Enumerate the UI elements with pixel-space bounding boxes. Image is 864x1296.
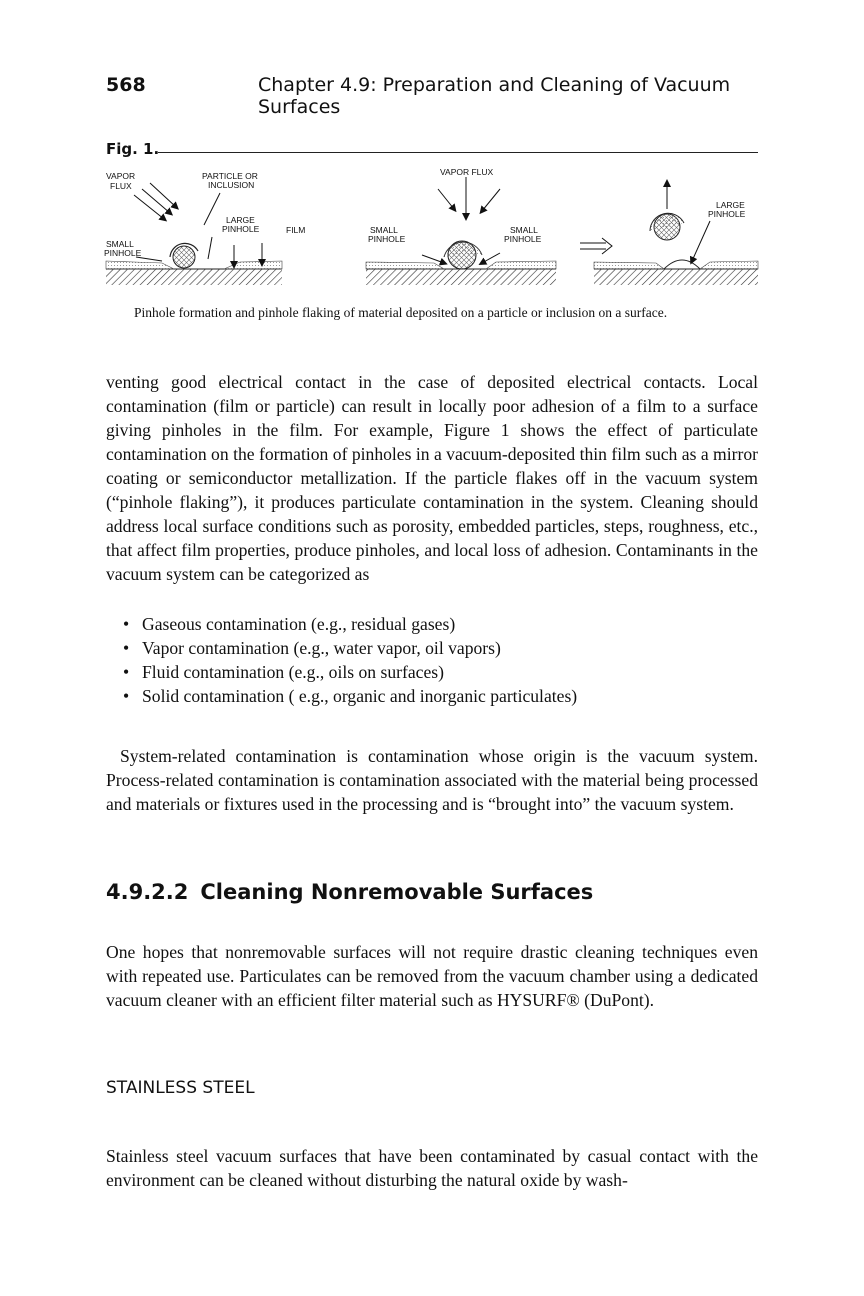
- large-pinhole-arrow: [208, 237, 212, 259]
- figure-label: Fig. 1.: [106, 140, 160, 158]
- pinhole-diagram: [104, 165, 760, 300]
- substrate-center: [366, 269, 556, 285]
- pinhole-figure: [104, 165, 760, 300]
- vapor-arrow-left: [438, 189, 454, 209]
- vapor-arrow-2: [142, 189, 170, 213]
- label-vapor-flux-1: VAPOR: [106, 171, 136, 181]
- film-center-right: [486, 261, 556, 269]
- film-right-left: [594, 262, 664, 269]
- panel-flaking: [594, 183, 758, 285]
- label-vapor-flux-2: FLUX: [110, 181, 132, 191]
- list-item: • Solid contamination ( e.g., organic and inorganic particulates): [120, 684, 760, 708]
- panel-pinholes: [366, 167, 556, 285]
- label-large-pinhole-r-1: LARGE: [716, 200, 745, 210]
- paragraph-3: One hopes that nonremovable surfaces will not require drastic cleaning techniques even with repeated use. Particulates can be removed from the vacuum chamber using a dedicated vacuum cleaner with an efficient filter material such as HYSURF® (DuPont).: [106, 942, 758, 1010]
- contamination-list: [120, 612, 760, 708]
- substrate-right: [594, 269, 758, 285]
- vapor-arrow-right: [482, 189, 500, 211]
- label-small-pinhole-2: PINHOLE: [104, 248, 142, 258]
- figure-rule: [158, 152, 758, 153]
- section-title: Cleaning Nonremovable Surfaces: [200, 880, 594, 904]
- large-pinhole-right-arrow: [692, 221, 710, 261]
- chapter-title: Chapter 4.9: Preparation and Cleaning of Vacuum Surfaces: [258, 74, 731, 118]
- film-right-right: [700, 261, 758, 269]
- paragraph-4: Stainless steel vacuum surfaces that have been contaminated by casual contact with the environment can be cleaned without disturbing the natural oxide by wash-: [106, 1146, 758, 1190]
- paragraph-2: System-related contamination is contamination whose origin is the vacuum system. Process-related contamination is contamination associated with the material being processed and materials or fixtures used in the processing and is “brought into” the vacuum system.: [106, 746, 758, 814]
- figure-label-row: [106, 140, 758, 162]
- label-large-pinhole-2: PINHOLE: [222, 224, 260, 234]
- label-particle-1: PARTICLE OR: [202, 171, 258, 181]
- subsection-heading: STAINLESS STEEL: [106, 1078, 255, 1098]
- running-head: [106, 74, 758, 118]
- list-item: • Vapor contamination (e.g., water vapor, oil vapors): [120, 636, 760, 660]
- substrate-left: [106, 269, 282, 285]
- film-center-left: [366, 262, 444, 269]
- label-large-pinhole-1: LARGE: [226, 215, 255, 225]
- label-small-pinhole-cr-2: PINHOLE: [504, 234, 542, 244]
- vapor-arrow-1: [134, 195, 164, 219]
- label-film: FILM: [286, 225, 306, 235]
- particle-film-cap: [444, 242, 482, 257]
- label-small-pinhole-1: SMALL: [106, 239, 134, 249]
- label-small-pinhole-cl-1: SMALL: [370, 225, 398, 235]
- label-vapor-flux-center: VAPOR FLUX: [440, 167, 494, 177]
- pinhole-crater: [664, 260, 700, 269]
- figure-caption: Pinhole formation and pinhole flaking of material deposited on a particle or inclusion on a surface.: [134, 305, 668, 320]
- panel-deposition: [104, 171, 305, 285]
- vapor-arrow-3: [150, 183, 176, 207]
- list-item: • Gaseous contamination (e.g., residual gases): [120, 612, 760, 636]
- label-large-pinhole-r-2: PINHOLE: [708, 209, 746, 219]
- label-particle-2: INCLUSION: [208, 180, 255, 190]
- transition-arrow: [580, 238, 612, 254]
- section-number: 4.9.2.2: [106, 880, 189, 904]
- film-left-segment: [106, 261, 174, 269]
- label-small-pinhole-cr-1: SMALL: [510, 225, 538, 235]
- small-pinhole-left-arrow: [422, 255, 444, 263]
- film-right-segment: [224, 261, 282, 269]
- paragraph-1: venting good electrical contact in the case of deposited electrical contacts. Local contamination (film or particle) can result in locally poor adhesion of a film to a surface giving pinholes in the film. For example, Figure 1 shows the effect of particulate contamination on the formation of pinholes in a vacuum-deposited thin film such as a mirror coating or semiconductor metallization. If the particle flakes off in the vacuum system (“pinhole flaking”), it produces particulate contamination in the system. Cleaning should address local surface conditions such as porosity, embedded particles, steps, roughness, etc., that affect film properties, produce pinholes, and local loss of adhesion. Contaminants in the vacuum system can be categorized as: [106, 372, 758, 584]
- particle: [173, 246, 195, 268]
- list-item: • Fluid contamination (e.g., oils on surfaces): [120, 660, 760, 684]
- page-number: 568: [106, 74, 146, 96]
- label-small-pinhole-cl-2: PINHOLE: [368, 234, 406, 244]
- small-pinhole-right-arrow: [482, 253, 500, 263]
- section-heading: [106, 880, 593, 904]
- particle-leader: [204, 193, 220, 225]
